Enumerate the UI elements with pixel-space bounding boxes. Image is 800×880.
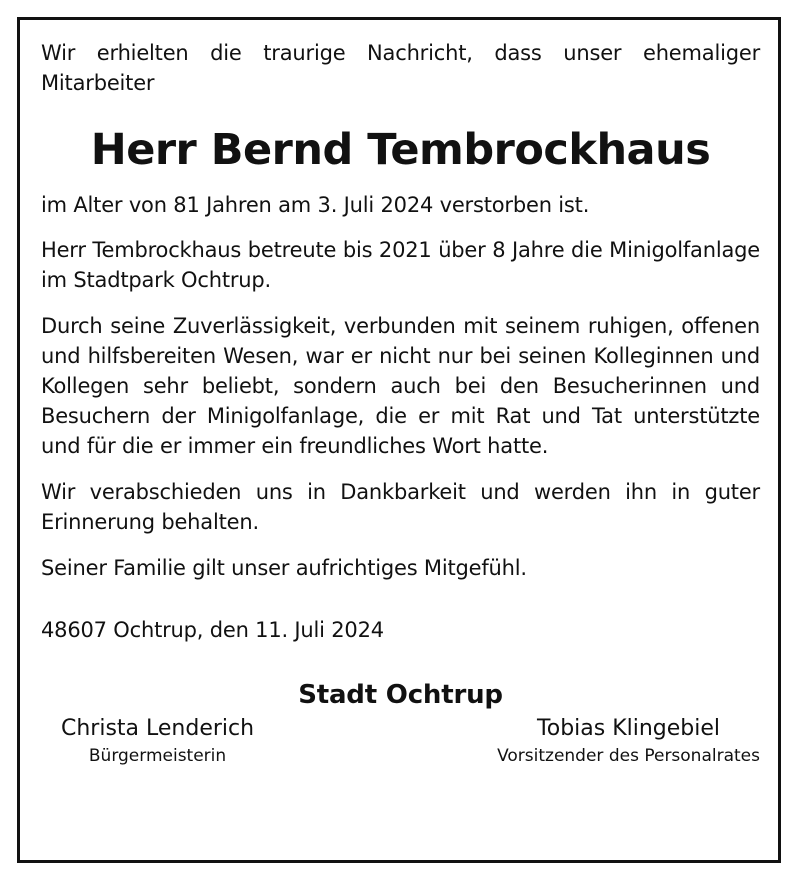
paragraph-service: Herr Tembrockhaus betreute bis 2021 über 8 Jahre die Minigolfanlage im Stadtpark Ochtrup. xyxy=(41,238,760,292)
age-line: im Alter von 81 Jahren am 3. Juli 2024 verstorben ist. xyxy=(41,193,590,217)
organization-name: Stadt Ochtrup xyxy=(298,680,503,710)
notice-border xyxy=(17,17,781,863)
signer-name: Tobias Klingebiel xyxy=(537,716,721,741)
signer-role: Bürgermeisterin xyxy=(88,746,227,766)
paragraph-condolence: Seiner Familie gilt unser aufrichtiges Mitgefühl. xyxy=(41,556,527,580)
notice-content xyxy=(41,38,760,769)
intro-text: Wir erhielten die traurige Nachricht, dass unser ehemaliger Mitarbeiter xyxy=(41,41,760,95)
signers xyxy=(41,715,760,769)
signer-role: Vorsitzender des Personalrates xyxy=(497,746,760,766)
paragraph-farewell: Wir verabschieden uns in Dankbarkeit und werden ihn in guter Erinnerung behalten. xyxy=(41,480,760,534)
signer-mayor xyxy=(61,715,254,769)
deceased-name: Herr Bernd Tembrockhaus xyxy=(90,125,711,175)
signer-staff-council xyxy=(497,715,760,769)
signer-name: Christa Lenderich xyxy=(61,716,255,741)
place-date: 48607 Ochtrup, den 11. Juli 2024 xyxy=(41,618,384,642)
paragraph-character: Durch seine Zuverlässigkeit, verbunden mit seinem ruhigen, offenen und hilfsbereiten Wesen, war er nicht nur bei seinen Kolleginnen und Kollegen sehr beliebt, sondern auch bei den Besucherinnen und Besuchern der Minigolfanlage, die er mit Rat und Tat unterstützte und für die er immer ein freundliches Wort hatte. xyxy=(41,314,760,458)
